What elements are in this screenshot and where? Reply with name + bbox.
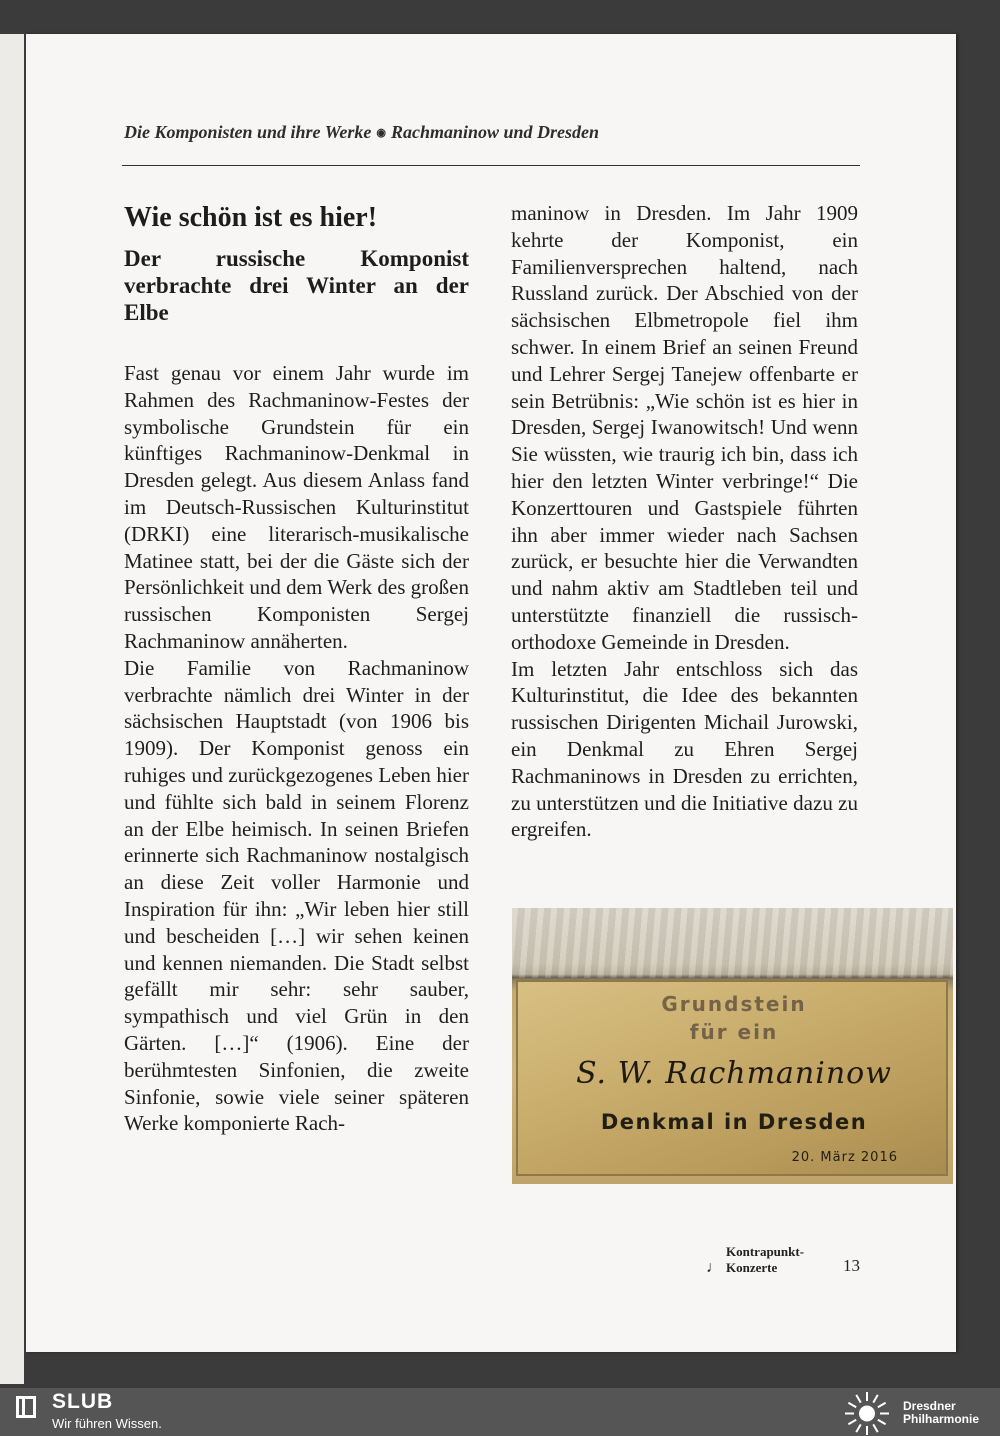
right-column (511, 200, 858, 843)
left-body-text (124, 360, 469, 1137)
book-page (26, 34, 956, 1352)
running-head (124, 122, 864, 143)
separator-icon: ◉ (376, 127, 386, 139)
slub-logo-title: SLUB (52, 1390, 114, 1413)
plaque-date: 20. März 2016 (791, 1150, 898, 1165)
running-head-right: Rachmaninow und Dresden (390, 122, 600, 142)
article-subtitle: Der russische Komponist verbrachte drei Winter an der Elbe (124, 246, 469, 325)
paragraph: Fast genau vor einem Jahr wurde im Rahmen des Rachmaninow-Festes der symbolische Grundstein für ein künftiges Rachmaninow-Denkmal in Dresden gelegt. Aus diesem Anlass fand im Deutsch-Russischen Kulturinstitut (DRKI) eine literarisch-musikalische Matinee statt, bei der die Gäste sich der Persönlichkeit und dem Werk des großen russischen Komponisten Sergej Rachmaninow annäherten. (124, 361, 469, 653)
music-note-icon: ♩ (706, 1259, 722, 1276)
dresdner-philharmonie-logo-icon (841, 1391, 893, 1436)
paragraph: Die Familie von Rachmaninow verbrachte nämlich drei Winter in der sächsischen Hauptstadt (von 1906 bis 1909). Der Komponist genoss ein ruhiges und zurückgezogenes Leben hier und fühlte sich bald in seinem Florenz an der Elbe heimisch. In seinen Briefen erinnerte sich Rachmaninow nostalgisch an diese Zeit voller Harmonie und Inspiration für ihn: „Wir leben hier still und bescheiden […] wir sehen keinen und kennen niemanden. Die Stadt selbst gefällt mir sehr: sehr sauber, sympathisch und viel Grün in den Gärten. […]“ (1906). Eine der berühmtesten Sinfonien, die zweite Sinfonie, sowie viele seiner späteren Werke komponierte Rach- (124, 655, 469, 1136)
stone-surface (512, 908, 953, 978)
plaque-line-1: Grundstein (661, 992, 807, 1016)
page-footer (706, 1244, 860, 1276)
right-body-text (511, 200, 858, 843)
paragraph: Im letzten Jahr entschloss sich das Kulturinstitut, die Idee des bekannten russischen Dirigenten Michail Jurowski, ein Denkmal zu Ehren Sergej Rachmaninows in Dresden zu errichten, zu unterstützen und die Initiative dazu zu ergreifen. (511, 656, 858, 842)
plaque-line-3: S. W. Rachmaninow (576, 1056, 892, 1091)
paragraph: maninow in Dresden. Im Jahr 1909 kehrte der Komponist, ein Familienversprechen haltend, nach Russland zurück. Der Abschied von der sächsischen Elbmetropole fiel ihm schwer. In einem Brief an seinen Freund und Lehrer Sergej Tanejew offenbarte er sein Betrübnis: „Wie schön ist es hier in Dresden, Sergej Iwanowitsch! Und wenn Sie wüssten, wie traurig ich bin, dass ich hier den letzten Winter verbringe!“ Die Konzerttouren und Gastspiele führten ihn aber immer wieder nach Sachsen zurück, er besuchte hier die Verwandten und nahm aktiv am Stadtleben teil und unterstützte finanziell die russisch-orthodoxe Gemeinde in Dresden. (511, 201, 858, 654)
partner-line-1: Dresdner (903, 1399, 956, 1413)
foundation-stone-photo (512, 908, 953, 1184)
partner-name (903, 1400, 979, 1426)
brass-plaque (516, 980, 948, 1176)
slub-book-icon (14, 1394, 40, 1420)
page-number: 13 (843, 1256, 860, 1275)
previous-page-edge (0, 34, 24, 1384)
header-rule (122, 165, 860, 166)
publication-name: Kontrapunkt-Konzerte (726, 1244, 805, 1275)
plaque-line-4: Denkmal in Dresden (600, 1110, 868, 1134)
article-title: Wie schön ist es hier! (124, 202, 378, 233)
running-head-left: Die Komponisten und ihre Werke (124, 122, 372, 142)
slub-tagline: Wir führen Wissen. (52, 1416, 162, 1431)
partner-line-2: Philharmonie (903, 1412, 980, 1426)
left-column (124, 200, 469, 1137)
bottom-bar (0, 1388, 1000, 1436)
plaque-line-2: für ein (689, 1020, 779, 1044)
